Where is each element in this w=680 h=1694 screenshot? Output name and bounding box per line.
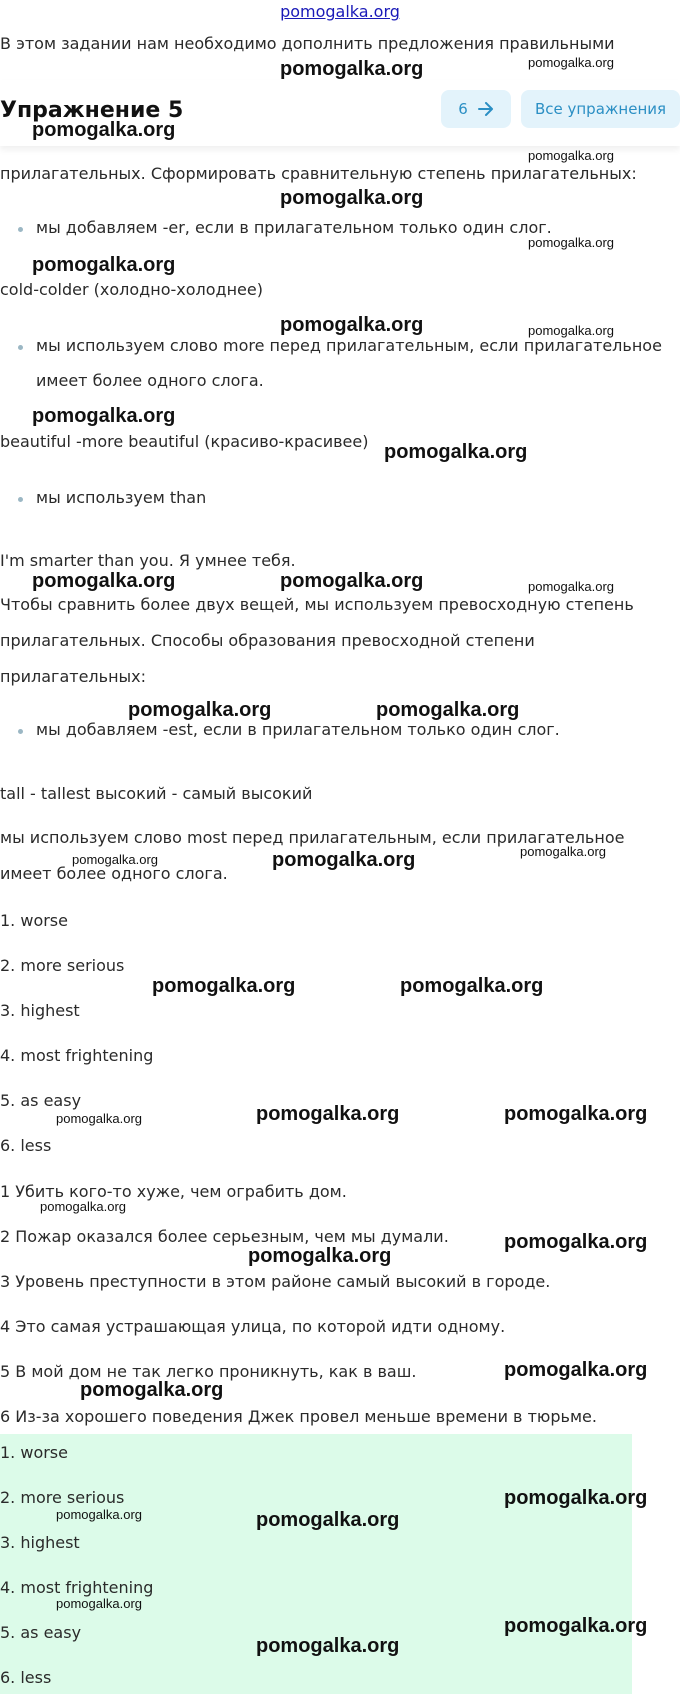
final-answer-item: 3. highest <box>0 1533 80 1552</box>
translation-item: 6 Из-за хорошего поведения Джек провел меньше времени в тюрьме. <box>0 1407 597 1426</box>
superlative-intro-2: прилагательных. Способы образования превосходной степени <box>0 631 535 650</box>
arrow-right-icon <box>478 102 494 116</box>
superlative-intro-3: прилагательных: <box>0 667 147 686</box>
rule-more-line-1: мы используем слово more перед прилагательным, если прилагательное <box>36 336 662 355</box>
final-answer-item: 5. as easy <box>0 1623 82 1642</box>
watermark: pomogalka.org <box>32 254 176 276</box>
watermark: pomogalka.org <box>384 441 528 463</box>
watermark: pomogalka.org <box>504 1231 648 1253</box>
all-exercises-label: Все упражнения <box>534 100 667 118</box>
translation-item: 3 Уровень преступности в этом районе самый высокий в городе. <box>0 1272 551 1291</box>
watermark: pomogalka.org <box>248 1245 392 1267</box>
watermark: pomogalka.org <box>528 148 614 163</box>
watermark: pomogalka.org <box>40 1199 126 1214</box>
watermark: pomogalka.org <box>280 187 424 209</box>
answer-item: 3. highest <box>0 1001 80 1020</box>
watermark: pomogalka.org <box>256 1635 400 1657</box>
watermark: pomogalka.org <box>32 570 176 592</box>
watermark: pomogalka.org <box>272 849 416 871</box>
final-answer-item: 1. worse <box>0 1443 68 1462</box>
watermark: pomogalka.org <box>256 1509 400 1531</box>
example-cold: cold-colder (холодно-холоднее) <box>0 280 263 299</box>
final-answer-item: 6. less <box>0 1668 52 1687</box>
watermark: pomogalka.org <box>280 570 424 592</box>
rule-than: мы используем than <box>36 488 207 507</box>
watermark: pomogalka.org <box>280 314 424 336</box>
example-smarter: I'm smarter than you. Я умнее тебя. <box>0 551 296 570</box>
intro-text: В этом задании нам необходимо дополнить предложения правильными <box>0 34 615 53</box>
site-link[interactable]: pomogalka.org <box>280 2 400 21</box>
bullet-icon <box>18 227 23 232</box>
watermark: pomogalka.org <box>32 405 176 427</box>
rule-er: мы добавляем -er, если в прилагательном только один слог. <box>36 218 552 237</box>
translation-item: 1 Убить кого-то хуже, чем ограбить дом. <box>0 1182 347 1201</box>
watermark: pomogalka.org <box>56 1111 142 1126</box>
rule-more-line-2: имеет более одного слога. <box>36 371 264 390</box>
example-beautiful: beautiful -more beautiful (красиво-красивее) <box>0 432 369 451</box>
bullet-icon <box>18 729 23 734</box>
watermark: pomogalka.org <box>528 579 614 594</box>
watermark: pomogalka.org <box>504 1615 648 1637</box>
next-exercise-button[interactable] <box>441 90 511 128</box>
watermark: pomogalka.org <box>256 1103 400 1125</box>
answer-item: 6. less <box>0 1136 52 1155</box>
superlative-intro-1: Чтобы сравнить более двух вещей, мы используем превосходную степень <box>0 595 634 614</box>
watermark: pomogalka.org <box>504 1487 648 1509</box>
watermark: pomogalka.org <box>528 55 614 70</box>
watermark: pomogalka.org <box>504 1103 648 1125</box>
next-exercise-label: 6 <box>458 100 468 118</box>
final-answer-item: 2. more serious <box>0 1488 125 1507</box>
answer-item: 1. worse <box>0 911 68 930</box>
watermark: pomogalka.org <box>504 1359 648 1381</box>
watermark: pomogalka.org <box>80 1379 224 1401</box>
watermark: pomogalka.org <box>528 323 614 338</box>
answer-item: 4. most frightening <box>0 1046 154 1065</box>
watermark: pomogalka.org <box>32 119 176 141</box>
rule-most-line-2: имеет более одного слога. <box>0 864 228 883</box>
rule-est: мы добавляем -est, если в прилагательном только один слог. <box>36 720 560 739</box>
watermark: pomogalka.org <box>280 58 424 80</box>
bullet-icon <box>18 345 23 350</box>
bullet-icon <box>18 497 23 502</box>
watermark: pomogalka.org <box>520 844 606 859</box>
watermark: pomogalka.org <box>128 699 272 721</box>
translation-item: 2 Пожар оказался более серьезным, чем мы думали. <box>0 1227 449 1246</box>
watermark: pomogalka.org <box>56 1507 142 1522</box>
all-exercises-button[interactable] <box>521 90 680 128</box>
watermark: pomogalka.org <box>72 852 158 867</box>
watermark: pomogalka.org <box>56 1596 142 1611</box>
rule-most-line-1: мы используем слово most перед прилагательным, если прилагательное <box>0 828 625 847</box>
watermark: pomogalka.org <box>376 699 520 721</box>
final-answer-item: 4. most frightening <box>0 1578 154 1597</box>
translation-item: 5 В мой дом не так легко проникнуть, как в ваш. <box>0 1362 417 1381</box>
answer-item: 2. more serious <box>0 956 125 975</box>
watermark: pomogalka.org <box>528 235 614 250</box>
page-title: Упражнение 5 <box>0 98 184 123</box>
example-tall: tall - tallest высокий - самый высокий <box>0 784 313 803</box>
watermark: pomogalka.org <box>400 975 544 997</box>
translation-item: 4 Это самая устрашающая улица, по которой идти одному. <box>0 1317 506 1336</box>
watermark: pomogalka.org <box>152 975 296 997</box>
answer-item: 5. as easy <box>0 1091 82 1110</box>
comparative-intro: прилагательных. Сформировать сравнительную степень прилагательных: <box>0 164 637 183</box>
